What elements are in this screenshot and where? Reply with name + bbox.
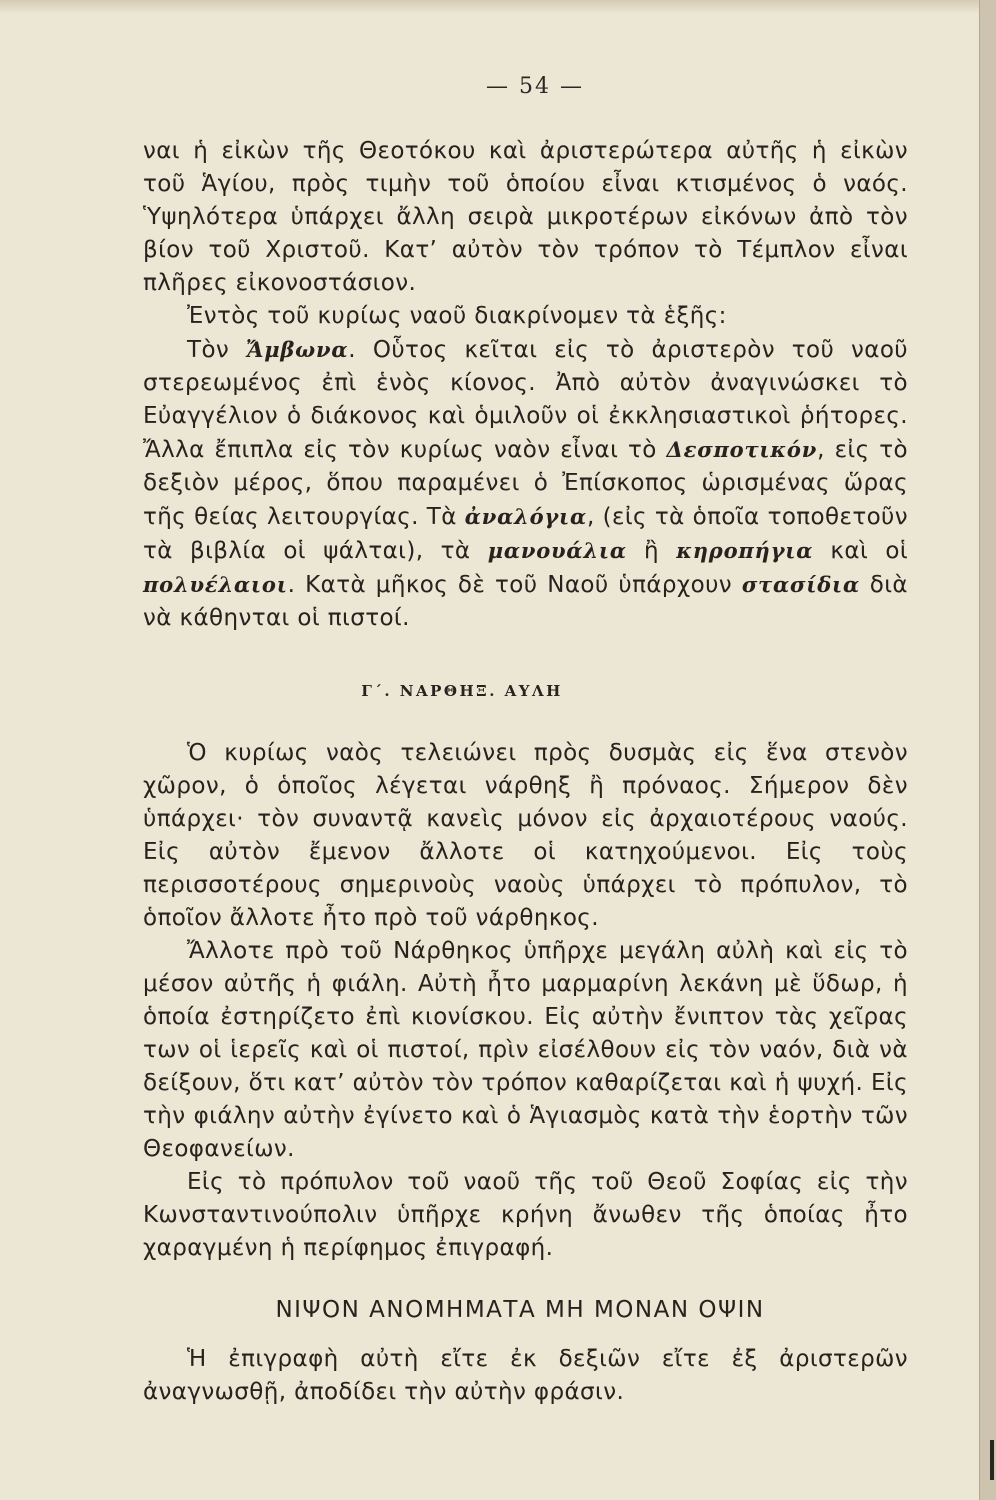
term-stasidia: στασίδια (741, 572, 860, 597)
section-temple-interior (143, 135, 908, 635)
text-run: Τὸν (187, 337, 246, 363)
page-binding-edge (979, 0, 996, 1500)
page-top-shadow (0, 0, 980, 14)
term-keropigia: κηροπήγια (676, 538, 814, 563)
term-manoualia: μανουάλια (487, 538, 627, 563)
text-run: . Οὗτος κεῖται εἰς τὸ ἀριστερὸν τοῦ ναοῦ στερεωμένος ἐπὶ ἑνὸς κίονος. Ἀπὸ αὐτὸν ἀναγινώσκει τὸ Εὐαγγέλιον ὁ διάκονος καὶ ὁμιλοῦν οἱ ἐκκλησιαστικοὶ ῥήτορες. Ἄλλα ἔπιπλα εἰς τὸν κυρίως ναὸν εἶναι τὸ (143, 337, 908, 463)
section-inscription-note (143, 1343, 908, 1409)
section-narthex (143, 737, 908, 1265)
term-polyelaioi: πολυέλαιοι (143, 572, 288, 597)
paragraph-hagia-sophia: Εἰς τὸ πρόπυλον τοῦ ναοῦ τῆς τοῦ Θεοῦ Σοφίας εἰς τὴν Κωνσταντινούπολιν ὑπῆρχε κρήνη ἄνωθεν τῆς ὁποίας ἦτο χαραγμένη ἡ περίφημος ἐπιγραφή. (143, 1169, 908, 1261)
term-ambon: Ἄμβωνα (245, 337, 349, 362)
paragraph-furniture (143, 333, 908, 635)
page-number: — 54 — (486, 74, 584, 99)
text-run: διὰ νὰ κάθηνται οἱ πιστοί. (143, 572, 908, 631)
text-run: , εἰς τὸ δεξιὸν μέρος, ὅπου παραμένει ὁ Ἐπίσκοπος ὡρισμένας ὥρας τῆς θείας λειτουργίας. Τὰ (143, 437, 908, 530)
paragraph-palindrome-note: Ἡ ἐπιγραφὴ αὐτὴ εἴτε ἐκ δεξιῶν εἴτε ἐξ ἀριστερῶν ἀναγνωσθῇ, ἀποδίδει τὴν αὐτὴν φράσιν. (143, 1346, 908, 1405)
text-run: καὶ οἱ (813, 538, 909, 564)
inscription-palindrome: ΝΙΨΟΝ ΑΝΟΜΗΜΑΤΑ ΜΗ ΜΟΝΑΝ ΟΨΙΝ (275, 1297, 765, 1323)
paragraph-interior-intro: Ἐντὸς τοῦ κυρίως ναοῦ διακρίνομεν τὰ ἑξῆς: (187, 303, 727, 329)
paragraph-narthex: Ὁ κυρίως ναὸς τελειώνει πρὸς δυσμὰς εἰς ἕνα στενὸν χῶρον, ὁ ὁποῖος λέγεται νάρθηξ ἢ πρόναος. Σήμερον δὲν ὑπάρχει· τὸν συναντᾷ κανεὶς μόνον εἰς ἀρχαιοτέρους ναούς. Εἰς αὐτὸν ἔμενον ἄλλοτε οἱ κατηχούμενοι. Εἰς τοὺς περισσοτέρους σημερινοὺς ναοὺς ὑπάρχει τὸ πρόπυλον, τὸ ὁποῖον ἄλλοτε ἦτο πρὸ τοῦ νάρθηκος. (143, 740, 908, 931)
term-despotikon: Δεσποτικόν (666, 437, 818, 462)
paragraph-iconostasis: ναι ἡ εἰκὼν τῆς Θεοτόκου καὶ ἀριστερώτερα αὐτῆς ἡ εἰκὼν τοῦ Ἁγίου, πρὸς τιμὴν τοῦ ὁποίου εἶναι κτισμένος ὁ ναός. Ὑψηλότερα ὑπάρχει ἄλλη σειρὰ μικροτέρων εἰκόνων ἀπὸ τὸν βίον τοῦ Χριστοῦ. Κατ’ αὐτὸν τὸν τρόπον τὸ Τέμπλον εἶναι πλῆρες εἰκονοστάσιον. (143, 138, 908, 296)
text-run: ἢ (626, 538, 677, 564)
text-run: , (εἰς τὰ ὁποῖα τοποθετοῦν τὰ βιβλία οἱ ψάλται), τὰ (143, 504, 908, 564)
section-heading: Γ΄. ΝΑΡΘΗΞ. ΑΥΛΗ (361, 682, 563, 700)
term-analogia: ἀναλόγια (464, 504, 587, 529)
paragraph-courtyard: Ἄλλοτε πρὸ τοῦ Νάρθηκος ὑπῆρχε μεγάλη αὐλὴ καὶ εἰς τὸ μέσον αὐτῆς ἡ φιάλη. Αὐτὴ ἦτο μαρμαρίνη λεκάνη μὲ ὕδωρ, ἡ ὁποία ἐστηρίζετο ἐπὶ κιονίσκου. Εἰς αὐτὴν ἔνιπτον τὰς χεῖρας των οἱ ἱερεῖς καὶ οἱ πιστοί, πρὶν εἰσέλθουν εἰς τὸν ναόν, διὰ νὰ δείξουν, ὅτι κατ’ αὐτὸν τὸν τρόπον καθαρίζεται καὶ ἡ ψυχή. Εἰς τὴν φιάλην αὐτὴν ἐγίνετο καὶ ὁ Ἁγιασμὸς κατὰ τὴν ἑορτὴν τῶν Θεοφανείων. (143, 938, 908, 1162)
text-run: . Κατὰ μῆκος δὲ τοῦ Ναοῦ ὑπάρχουν (287, 572, 742, 598)
